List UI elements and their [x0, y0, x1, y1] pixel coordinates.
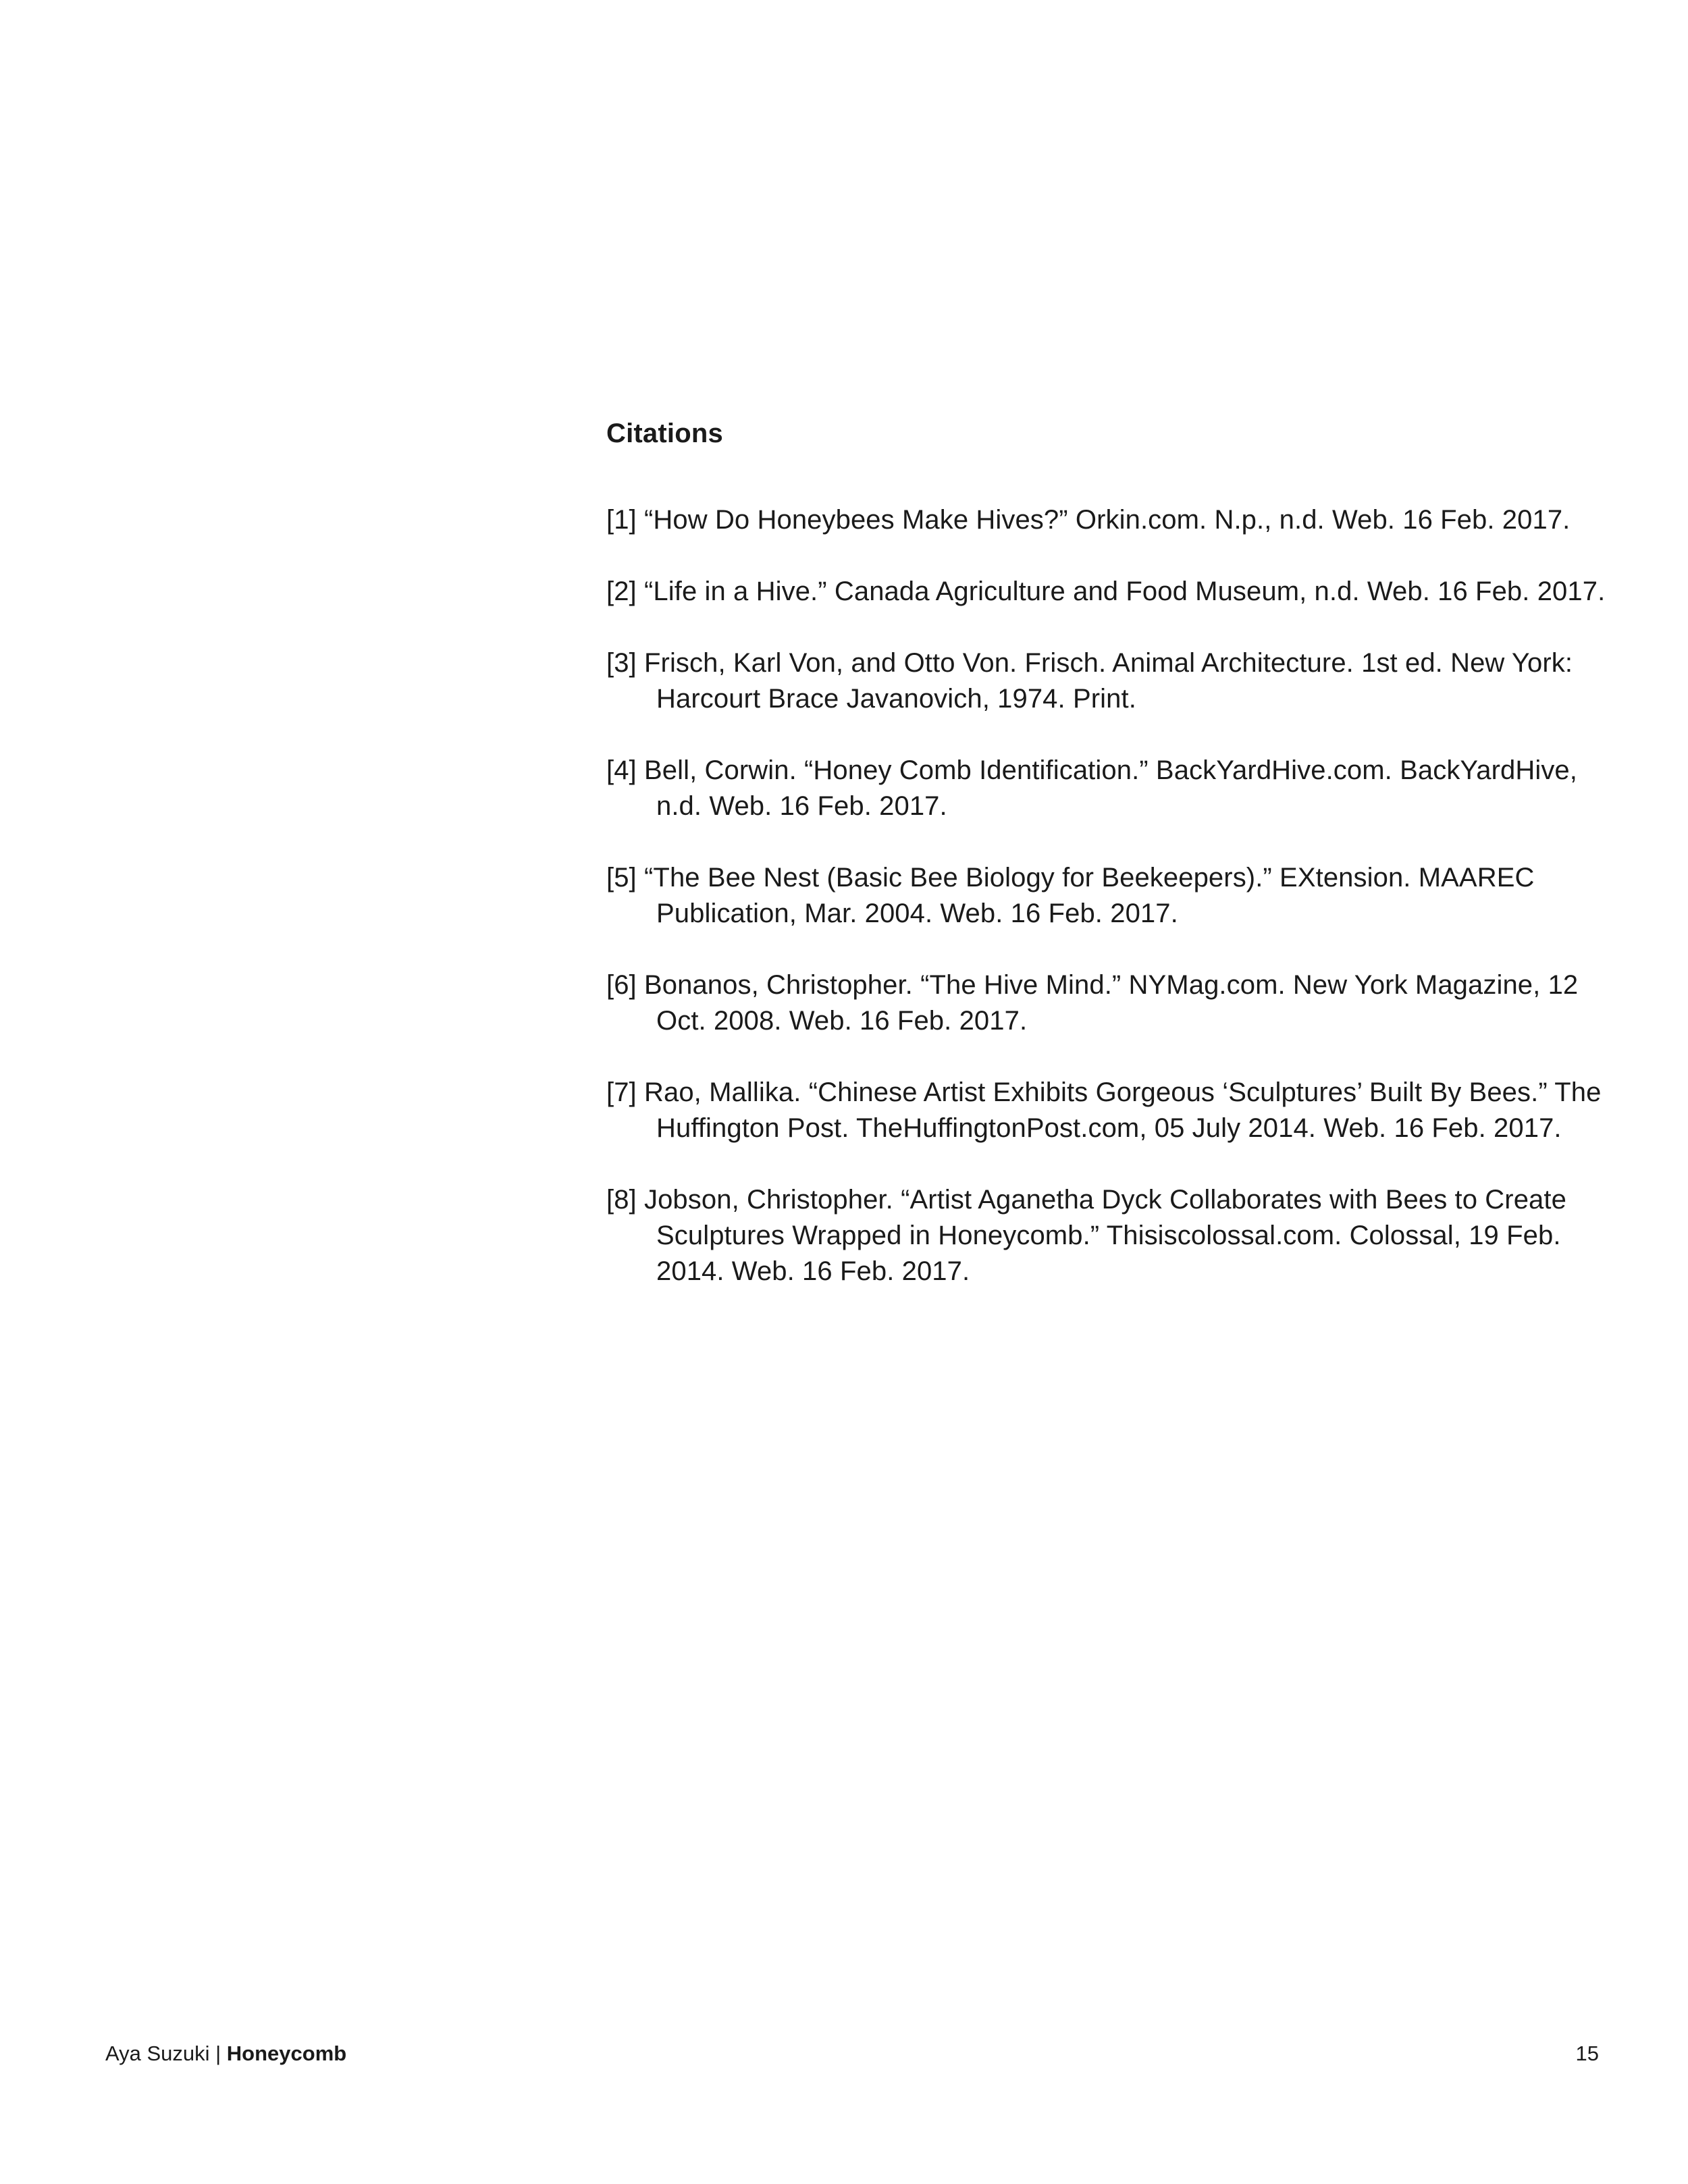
footer-running-title: [105, 2040, 346, 2067]
citation-item-1: [1] “How Do Honeybees Make Hives?” Orkin.com. N.p., n.d. Web. 16 Feb. 2017.: [606, 505, 1571, 535]
footer-separator: |: [209, 2042, 227, 2065]
footer-document-title: Honeycomb: [226, 2042, 347, 2065]
citation-item-7: [7] Rao, Mallika. “Chinese Artist Exhibits Gorgeous ‘Sculptures’ Built By Bees.” The Huffington Post. TheHuffingtonPost.com, 05 July 2014. Web. 16 Feb. 2017.: [606, 1077, 1602, 1143]
footer-author: Aya Suzuki: [105, 2042, 210, 2065]
citations-section: [606, 412, 1606, 1325]
page-number: 15: [1575, 2042, 1599, 2065]
section-heading: Citations: [606, 419, 723, 448]
citation-item-3: [3] Frisch, Karl Von, and Otto Von. Frisch. Animal Architecture. 1st ed. New York: Harcourt Brace Javanovich, 1974. Print.: [606, 648, 1573, 714]
citation-item-2: [2] “Life in a Hive.” Canada Agriculture and Food Museum, n.d. Web. 16 Feb. 2017.: [606, 577, 1606, 606]
citation-list: [606, 502, 1606, 1289]
citation-item-8: [8] Jobson, Christopher. “Artist Aganetha Dyck Collaborates with Bees to Create Sculptures Wrapped in Honeycomb.” Thisiscolossal.com. Colossal, 19 Feb. 2014. Web. 16 Feb. 2017.: [606, 1185, 1566, 1286]
citation-item-5: [5] “The Bee Nest (Basic Bee Biology for Beekeepers).” EXtension. MAAREC Publication, Mar. 2004. Web. 16 Feb. 2017.: [606, 863, 1535, 928]
citation-item-6: [6] Bonanos, Christopher. “The Hive Mind.” NYMag.com. New York Magazine, 12 Oct. 2008. Web. 16 Feb. 2017.: [606, 970, 1579, 1036]
citation-item-4: [4] Bell, Corwin. “Honey Comb Identification.” BackYardHive.com. BackYardHive, n.d. Web. 16 Feb. 2017.: [606, 755, 1577, 821]
